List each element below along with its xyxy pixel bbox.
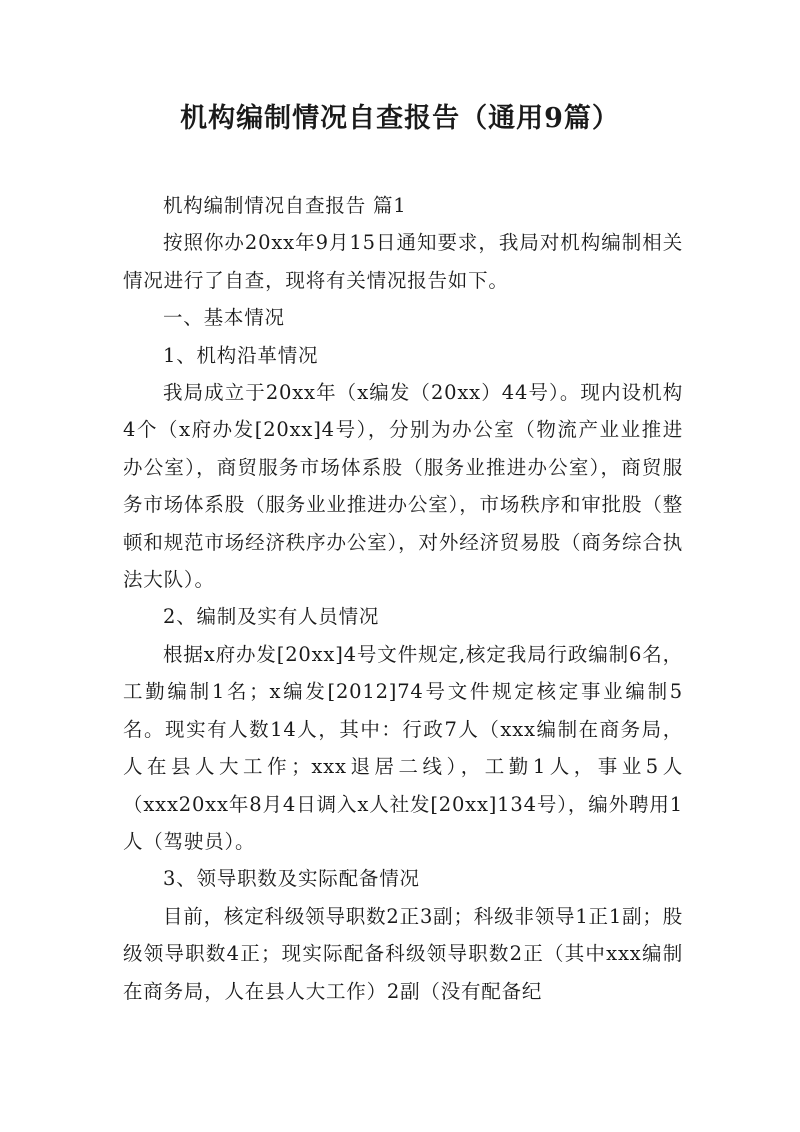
subsection-heading: 2、编制及实有人员情况: [163, 605, 380, 629]
body-paragraph: 按照你办20xx年9月15日通知要求，我局对机构编制相关情况进行了自查，现将有关情况报告如下。: [123, 231, 683, 292]
subsection-heading: 3、领导职数及实际配备情况: [163, 867, 420, 891]
section-heading: 一、基本情况: [163, 306, 285, 330]
subsection-heading: 1、机构沿革情况: [163, 343, 319, 367]
section-heading: 机构编制情况自查报告 篇1: [163, 194, 407, 217]
body-paragraph: 目前，核定科级领导职数2正3副；科级非领导1正1副；股级领导职数4正；现实际配备科级领导职数2正（其中xxx编制在商务局，人在县人大工作）2副（没有配备纪: [123, 904, 683, 1003]
body-paragraph: 根据x府办发[20xx]4号文件规定,核定我局行政编制6名，工勤编制1名；x编发[2012]74号文件规定核定事业编制5名。现实有人数14人，其中：行政7人（xxx编制在商务局，人在县人大工作；xxx退居二线），工勤1人，事业5人（xxx20xx年8月4日调入x人社发[20xx]134号），编外聘用1人（驾驶员）。: [123, 642, 683, 853]
document-body: [123, 187, 683, 1010]
document-title: 机构编制情况自查报告（通用9篇）: [180, 103, 620, 134]
body-paragraph: 我局成立于20xx年（x编发（20xx）44号）。现内设机构4个（x府办发[20xx]4号），分别为办公室（物流产业业推进办公室），商贸服务市场体系股（服务业推进办公室），商贸服务市场体系股（服务业业推进办公室），市场秩序和审批股（整顿和规范市场经济秩序办公室），对外经济贸易股（商务综合执法大队）。: [123, 381, 683, 592]
